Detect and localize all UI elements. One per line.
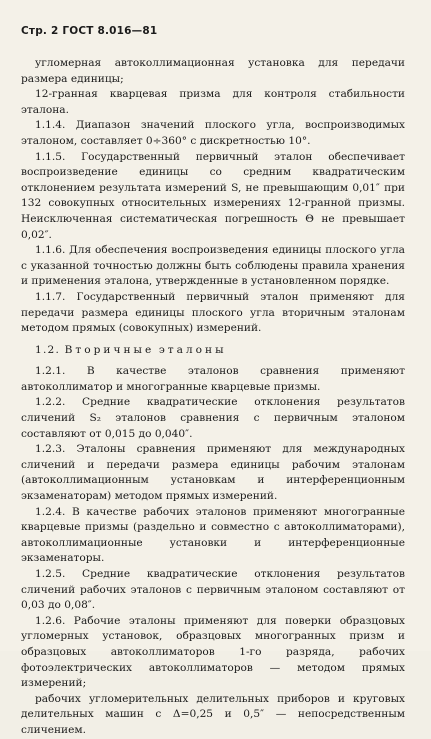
section-heading bbox=[21, 343, 405, 359]
paragraph: 1.2.6. Рабочие эталоны применяют для поверки образцовых угломерных установок, образцовых многогранных призм и образцовых автоколлиматоров 1-го разряда, рабочих фотоэлектрических автоколлиматоров — методом прямых измерений; bbox=[21, 614, 405, 690]
page-header: Стр. 2 ГОСТ 8.016—81 bbox=[21, 25, 158, 37]
paragraph: 12-гранная кварцевая призма для контроля стабильности эталона. bbox=[21, 88, 405, 116]
document-body bbox=[21, 56, 405, 739]
paragraph: 1.1.6. Для обеспечения воспроизведения единицы плоского угла с указанной точностью должны быть соблюдены правила хранения и применения эталона, утвержденные в установленном порядке. bbox=[21, 244, 405, 288]
paragraph: 1.2.4. В качестве рабочих эталонов применяют многогранные кварцевые призмы (раздельно и совместно с автоколлиматорами), автоколлимационные установки и интерференционные экзаменаторы. bbox=[21, 505, 405, 565]
paragraph: 1.2.2. Средние квадратические отклонения результатов сличений S₂ эталонов сравнения с первичным эталоном составляют от 0,015 до 0,040″. bbox=[21, 396, 405, 440]
paragraph: 1.1.7. Государственный первичный эталон применяют для передачи размера единицы плоского угла вторичным эталонам методом прямых (совокупных) измерений. bbox=[21, 290, 405, 335]
paragraph: 1.2.5. Средние квадратические отклонения результатов сличений рабочих эталонов с первичным эталоном составляют от 0,03 до 0,08″. bbox=[21, 568, 405, 612]
paragraph: 1.2.3. Эталоны сравнения применяют для международных сличений и передачи размера единицы рабочим эталонам (автоколлимационным установкам и интерференционным экзаменаторам) методом прямых измерений. bbox=[21, 443, 405, 503]
paragraph: 1.1.5. Государственный первичный эталон обеспечивает воспроизведение единицы со средним квадратическим отклонением результата измерений S, не превышающим 0,01″ при 132 совокупных относительных измерениях 12-гранной призмы. Неисключенная систематическая погрешность Θ не превышает 0,02″. bbox=[21, 150, 405, 241]
section-number: 1.2. bbox=[35, 343, 61, 356]
paragraph: 1.2.1. В качестве эталонов сравнения применяют автоколлиматор и многогранные кварцевые призмы. bbox=[21, 365, 405, 393]
paragraph: угломерная автоколлимационная установка для передачи размера единицы; bbox=[21, 57, 405, 85]
paragraph: 1.1.4. Диапазон значений плоского угла, воспроизводимых эталоном, составляет 0÷360° с дискретностью 10°. bbox=[21, 119, 405, 147]
section-word: эталоны bbox=[158, 343, 227, 356]
section-word: Вторичные bbox=[64, 343, 155, 356]
paragraph: рабочих угломерительных делительных приборов и круговых делительных машин с Δ=0,25 и 0,5″ — непосредственным сличением. bbox=[21, 692, 405, 736]
